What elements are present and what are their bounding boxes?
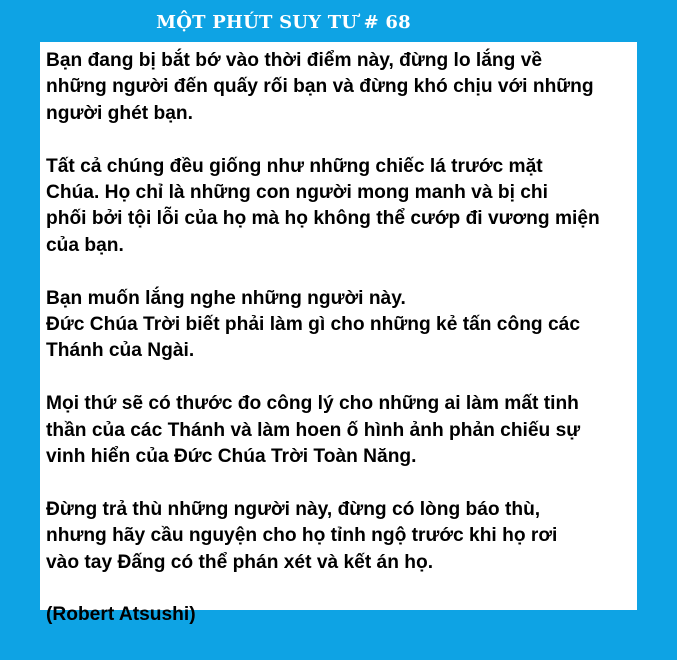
text-line: những người đến quấy rối bạn và đừng khó chịu với những [46,76,594,98]
text-line: Tất cả chúng đều giống như những chiếc lá trước mặt [46,155,543,177]
text-line: người ghét bạn. [46,102,193,124]
text-line: phối bởi tội lỗi của họ mà họ không thể cướp đi vương miện [46,208,600,230]
paragraph-4 [46,391,640,470]
text-line: vinh hiển của Đức Chúa Trời Toàn Năng. [46,446,417,468]
text-line: nhưng hãy cầu nguyện cho họ tỉnh ngộ trước khi họ rơi [46,525,558,547]
text-line: Mọi thứ sẽ có thước đo công lý cho những ai làm mất tinh [46,393,579,415]
paragraph-3 [46,286,640,365]
author-name: (Robert Atsushi) [46,604,196,626]
paragraph-2 [46,154,640,260]
text-line: Bạn muốn lắng nghe những người này. [46,287,406,309]
paragraph-1 [46,48,640,127]
author-signature [46,602,640,628]
paragraph-5 [46,497,640,576]
text-line: Thánh của Ngài. [46,340,195,362]
text-line: Đức Chúa Trời biết phải làm gì cho những kẻ tấn công các [46,314,580,336]
content [46,48,640,655]
text-line: Chúa. Họ chỉ là những con người mong manh và bị chi [46,182,548,204]
text-line: Đừng trả thù những người này, đừng có lòng báo thù, [46,498,541,520]
page-title: MỘT PHÚT SUY TƯ # 68 [156,12,411,33]
text-line: thần của các Thánh và làm hoen ố hình ảnh phản chiếu sự [46,419,581,441]
text-line: của bạn. [46,234,124,256]
text-line: Bạn đang bị bắt bớ vào thời điểm này, đừng lo lắng về [46,50,543,71]
text-line: vào tay Đấng có thể phán xét và kết án họ. [46,551,434,573]
text-panel [40,42,637,626]
